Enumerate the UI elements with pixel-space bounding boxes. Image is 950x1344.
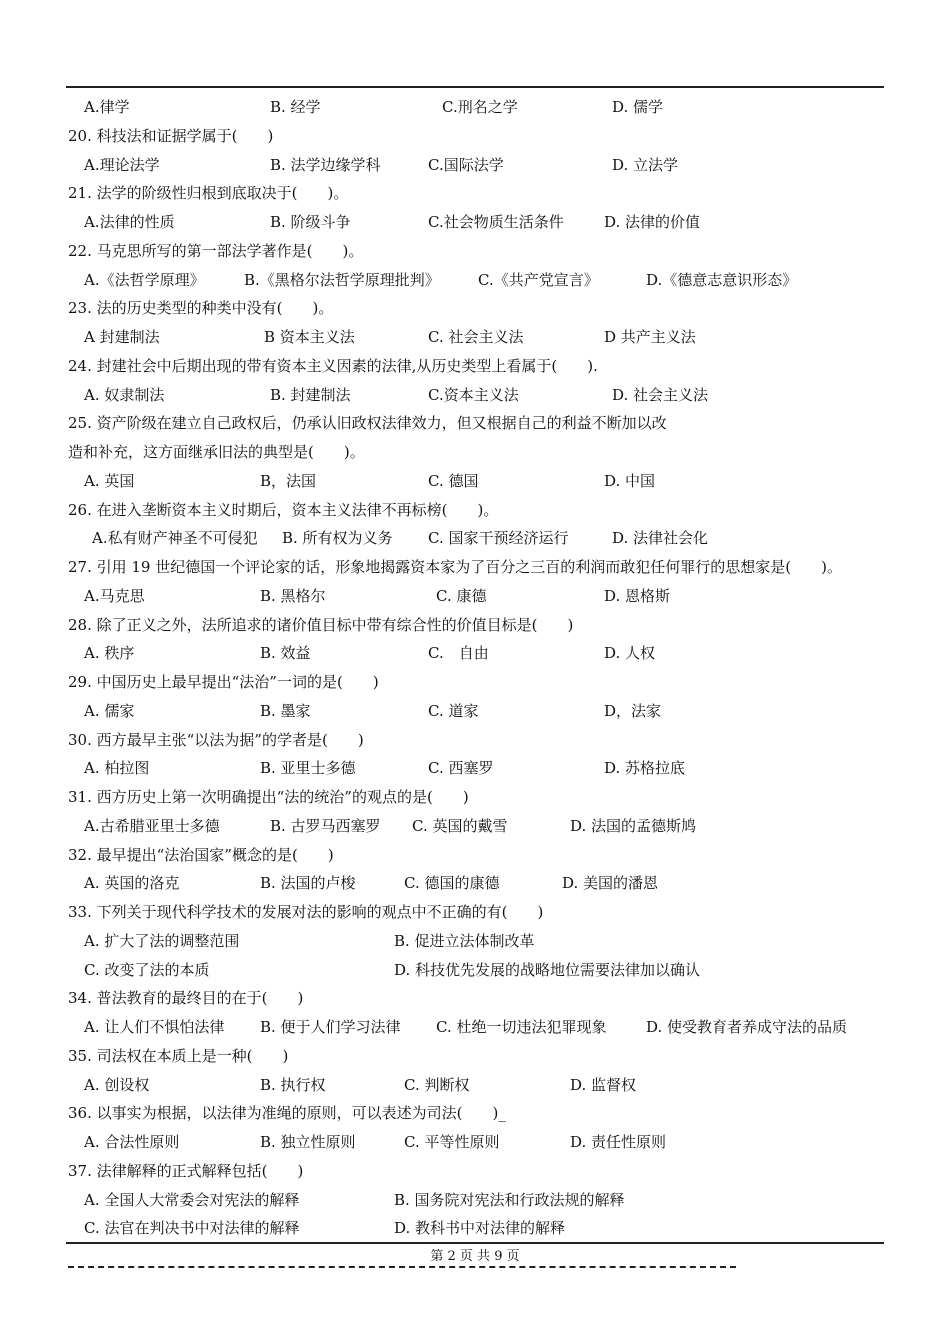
answer-option: B. 效益 — [260, 644, 311, 663]
answer-option: B. 阶级斗争 — [270, 213, 351, 231]
header-rule — [66, 86, 884, 88]
answer-option: B. 封建制法 — [270, 385, 351, 404]
question-text: 26. 在进入垄断资本主义时期后，资本主义法律不再标榜( )。 — [68, 500, 499, 519]
answer-option: A. 英国的洛克 — [84, 874, 180, 893]
question-text: 28. 除了正义之外，法所追求的诸价值目标中带有综合性的价值目标是( ) — [68, 615, 574, 634]
answer-option: A.马克思 — [84, 586, 145, 605]
answer-option: C. 改变了法的本质 — [84, 960, 210, 979]
answer-option: B. 独立性原则 — [260, 1133, 356, 1151]
answer-option: B 资本主义法 — [264, 328, 355, 346]
answer-option: B. 古罗马西塞罗 — [270, 816, 381, 835]
answer-option: A. 秩序 — [84, 644, 135, 663]
answer-options-row — [0, 869, 950, 898]
answer-option: D.《德意志意识形态》 — [646, 270, 798, 289]
answer-option: C.社会物质生活条件 — [428, 213, 564, 231]
answer-option: C. 国家干预经济运行 — [428, 529, 569, 548]
answer-option: B，法国 — [260, 471, 317, 490]
answer-options-row — [0, 1071, 950, 1100]
answer-option: D. 科技优先发展的战略地位需要法律加以确认 — [394, 960, 701, 979]
answer-option: C. 杜绝一切违法犯罪现象 — [436, 1018, 607, 1036]
answer-option: C. 德国 — [428, 471, 479, 490]
question-text: 20. 科技法和证据学属于( ) — [68, 126, 274, 145]
question-text: 24. 封建社会中后期出现的带有资本主义因素的法律,从历史类型上看属于( ). — [68, 356, 598, 375]
answer-option: A.《法哲学原理》 — [84, 270, 205, 289]
answer-option: C. 社会主义法 — [428, 328, 524, 346]
answer-options-row — [0, 1186, 950, 1215]
question-text: 31. 西方历史上第一次明确提出“法的统治”的观点的是( ) — [68, 788, 469, 806]
answer-option: B. 所有权为义务 — [282, 529, 393, 548]
question-text: 22. 马克思所写的第一部法学著作是( )。 — [68, 241, 364, 260]
question-text: 32. 最早提出“法治国家”概念的是( ) — [68, 845, 334, 864]
answer-option: A. 奴隶制法 — [84, 385, 165, 404]
answer-options-row — [0, 927, 950, 956]
answer-option: C. 自由 — [428, 644, 489, 663]
answer-option: D 共产主义法 — [604, 328, 696, 346]
answer-options-row — [0, 1214, 950, 1243]
answer-options-row — [0, 754, 950, 783]
answer-option: A. 让人们不惧怕法律 — [84, 1018, 225, 1036]
answer-option: B. 国务院对宪法和行政法规的解释 — [394, 1190, 625, 1209]
answer-option: D. 法律的价值 — [604, 213, 701, 231]
answer-option: C. 德国的康德 — [404, 874, 500, 893]
answer-options-row — [0, 697, 950, 726]
answer-option: A.理论法学 — [84, 155, 160, 174]
question-text: 23. 法的历史类型的种类中没有( )。 — [68, 299, 334, 318]
answer-option: B. 法学边缘学科 — [270, 155, 381, 174]
answer-option: B. 促进立法体制改革 — [394, 931, 535, 950]
answer-option: B. 执行权 — [260, 1075, 326, 1094]
answer-option: A. 英国 — [84, 471, 135, 490]
answer-option: C. 英国的戴雪 — [412, 816, 508, 835]
answer-options-row — [0, 1128, 950, 1157]
question-text: 34. 普法教育的最终目的在于( ) — [68, 989, 304, 1008]
answer-options-row — [0, 323, 950, 352]
page-footer: 第 2 页 共 9 页 — [430, 1249, 520, 1264]
answer-option: D. 责任性原则 — [570, 1133, 667, 1151]
answer-option: D. 恩格斯 — [604, 586, 671, 605]
answer-option: A. 柏拉图 — [84, 759, 150, 778]
answer-option: D. 人权 — [604, 644, 656, 663]
answer-options-row — [0, 956, 950, 985]
answer-option: B. 法国的卢梭 — [260, 874, 356, 893]
answer-option: C. 康德 — [436, 586, 487, 605]
answer-options-row — [0, 812, 950, 841]
answer-option: C. 道家 — [428, 701, 479, 720]
question-text: 37. 法律解释的正式解释包括( ) — [68, 1161, 304, 1180]
answer-option: D. 监督权 — [570, 1075, 637, 1094]
answer-options-row — [0, 381, 950, 410]
answer-option: A. 儒家 — [84, 701, 135, 720]
question-text: 27. 引用 19 世纪德国一个评论家的话，形象地揭露资本家为了百分之三百的利润而敢犯任何罪行的思想家是( )。 — [68, 558, 842, 576]
answer-options-row — [0, 467, 950, 496]
answer-option: C.资本主义法 — [428, 385, 519, 404]
answer-options-row — [0, 266, 950, 295]
answer-option: A. 创设权 — [84, 1075, 150, 1094]
answer-option: A. 合法性原则 — [84, 1133, 180, 1151]
answer-options-row — [0, 524, 950, 553]
question-text: 21. 法学的阶级性归根到底取决于( )。 — [68, 184, 349, 203]
answer-option: B. 黑格尔 — [260, 586, 326, 605]
question-text-continued: 造和补充，这方面继承旧法的典型是( )。 — [68, 443, 365, 461]
question-text: 33. 下列关于现代科学技术的发展对法的影响的观点中不正确的有( ) — [68, 903, 544, 921]
answer-option: B.《黑格尔法哲学原理批判》 — [244, 270, 440, 289]
footer-rule — [66, 1242, 884, 1244]
answer-option: D，法家 — [604, 701, 662, 720]
question-text: 36. 以事实为根据，以法律为准绳的原则，可以表述为司法( )_ — [68, 1104, 506, 1123]
question-text: 25. 资产阶级在建立自己政权后，仍承认旧政权法律效力，但又根据自己的利益不断加以改 — [68, 414, 667, 433]
answer-option: A.律学 — [84, 98, 130, 116]
answer-option: A.私有财产神圣不可侵犯 — [92, 529, 258, 548]
answer-option: D. 法律社会化 — [612, 529, 709, 548]
answer-options-row — [0, 93, 950, 122]
answer-option: D. 苏格拉底 — [604, 759, 686, 778]
answer-option: D. 法国的孟德斯鸠 — [570, 816, 697, 835]
answer-options-row — [0, 639, 950, 668]
answer-option: D. 立法学 — [612, 155, 679, 174]
answer-option: B. 经学 — [270, 98, 321, 116]
question-text: 35. 司法权在本质上是一种( ) — [68, 1046, 289, 1065]
answer-option: C. 判断权 — [404, 1075, 470, 1094]
answer-option: C.国际法学 — [428, 155, 504, 174]
answer-option: A. 全国人大常委会对宪法的解释 — [84, 1190, 300, 1209]
answer-options-row — [0, 208, 950, 237]
answer-options-row — [0, 1013, 950, 1042]
answer-option: D. 美国的潘恩 — [562, 874, 659, 893]
answer-option: A. 扩大了法的调整范围 — [84, 931, 240, 950]
answer-option: D. 社会主义法 — [612, 385, 709, 404]
answer-options-row — [0, 582, 950, 611]
answer-option: D. 儒学 — [612, 98, 664, 116]
cut-line — [68, 1266, 736, 1268]
exam-questions — [0, 93, 950, 1243]
answer-option: B. 墨家 — [260, 701, 311, 720]
answer-option: D. 使受教育者养成守法的品质 — [646, 1018, 848, 1036]
question-text: 29. 中国历史上最早提出“法治”一词的是( ) — [68, 673, 379, 691]
answer-option: B. 亚里士多德 — [260, 759, 356, 778]
question-text: 30. 西方最早主张“以法为据”的学者是( ) — [68, 730, 364, 749]
answer-option: C. 法官在判决书中对法律的解释 — [84, 1219, 300, 1238]
answer-option: C.《共产党宣言》 — [478, 270, 599, 289]
answer-option: C. 西塞罗 — [428, 759, 494, 778]
answer-options-row — [0, 151, 950, 180]
answer-option: C. 平等性原则 — [404, 1133, 500, 1151]
answer-option: A.法律的性质 — [84, 213, 175, 231]
answer-option: A 封建制法 — [84, 328, 160, 346]
answer-option: D. 教科书中对法律的解释 — [394, 1219, 566, 1238]
answer-option: D. 中国 — [604, 471, 656, 490]
answer-option: B. 便于人们学习法律 — [260, 1018, 401, 1036]
answer-option: C.刑名之学 — [442, 98, 518, 116]
answer-option: A.古希腊亚里士多德 — [84, 816, 220, 835]
